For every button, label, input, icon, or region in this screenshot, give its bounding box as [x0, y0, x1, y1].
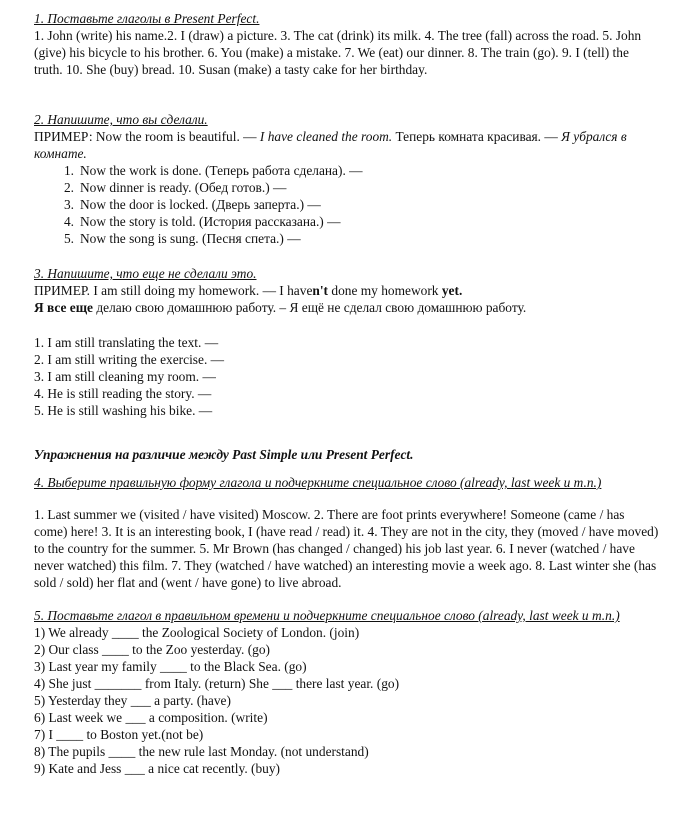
example-bold-nt: n't [312, 283, 329, 298]
list-item [34, 230, 660, 247]
section-1-text: 1. John (write) his name.2. I (draw) a picture. 3. The cat (drink) its milk. 4. The tree (fall) across the road. 5. John (give) his bicycle to his brother. 6. You (make) a mistake. 7. We (eat) our dinner. 8. The train (go). 9. I (tell) the truth. 10. She (buy) bread. 10. Susan (make) a tasty cake for her birthday. [34, 28, 642, 77]
list-item: 8) The pupils ____ the new rule last Monday. (not understand) [34, 744, 369, 759]
list-item [34, 162, 660, 179]
section-3-list [34, 334, 660, 419]
section-3-title: 3. Напишите, что еще не сделали это. [34, 266, 257, 281]
section-2 [34, 111, 660, 247]
section-3-example [34, 282, 660, 299]
list-item: 7) I ____ to Boston yet.(not be) [34, 727, 204, 742]
list-item: 5. He is still washing his bike. — [34, 403, 213, 418]
list-item: 5) Yesterday they ___ a party. (have) [34, 693, 231, 708]
item-number: 1. [63, 163, 74, 178]
item-number: 4. [63, 214, 74, 229]
translation-bold: Я все еще [34, 300, 94, 315]
section-3-example-translation [34, 299, 660, 316]
list-item: 4. He is still reading the story. — [34, 386, 212, 401]
section-2-title: 2. Напишите, что вы сделали. [34, 112, 208, 127]
list-item: 2) Our class ____ to the Zoo yesterday. (go) [34, 642, 271, 657]
list-item [34, 179, 660, 196]
exercises-heading: Упражнения на различие между Past Simple или Present Perfect. [34, 447, 414, 462]
section-3 [34, 265, 660, 419]
section-1-title: 1. Поставьте глаголы в Present Perfect. [34, 11, 260, 26]
section-5 [34, 607, 660, 777]
item-text: Now dinner is ready. (Обед готов.) — [80, 180, 287, 195]
example-mid: done my homework [328, 283, 442, 298]
list-item: 2. I am still writing the exercise. — [34, 352, 225, 367]
item-number: 5. [63, 231, 74, 246]
example-bold-yet: yet. [441, 283, 463, 298]
worksheet [34, 10, 660, 777]
section-2-list [34, 162, 660, 247]
list-item: 6) Last week we ___ a composition. (write) [34, 710, 268, 725]
list-item: 1. I am still translating the text. — [34, 335, 219, 350]
list-item [34, 196, 660, 213]
section-2-example [34, 128, 660, 162]
item-text: Now the door is locked. (Дверь заперта.) — [80, 197, 321, 212]
translation-rest: делаю свою домашнюю работу. – Я ещё не сделал свою домашнюю работу. [93, 300, 527, 315]
example-translation-answer: Я убрался в комнате. [34, 129, 627, 161]
list-item: 3) Last year my family ____ to the Black Sea. (go) [34, 659, 307, 674]
section-5-title: 5. Поставьте глагол в правильном времени и подчеркните специальное слово (already, last week и т.п.) [34, 608, 620, 623]
section-4-text: 1. Last summer we (visited / have visited) Moscow. 2. There are foot prints everywhere! Someone (came / has come) here! 3. It is an interesting book, I (have read / read) it. 4. They are not in the city, they (moved / have moved) to the country for the summer. 5. Mr Brown (has changed / changed) his job last year. 6. I never (watched / have never watched) this film. 7. They (watched / have watched) an interesting movie a week ago. 8. Last winter she (has sold / sold) her flat and (went / have gone) to live abroad. [34, 507, 659, 590]
section-4-title: 4. Выберите правильную форму глагола и подчеркните специальное слово (already, last week и т.п.) [34, 475, 602, 490]
list-item: 4) She just _______ from Italy. (return) She ___ there last year. (go) [34, 676, 400, 691]
list-item: 1) We already ____ the Zoological Society of London. (join) [34, 625, 360, 640]
item-text: Now the story is told. (История рассказана.) — [80, 214, 341, 229]
item-text: Now the work is done. (Теперь работа сделана). — [80, 163, 363, 178]
example-translation: Теперь комната красивая. — [392, 129, 562, 144]
item-number: 2. [63, 180, 74, 195]
list-item: 3. I am still cleaning my room. — [34, 369, 216, 384]
section-1 [34, 10, 660, 78]
example-answer: I have cleaned the room. [259, 129, 393, 144]
section-4 [34, 474, 660, 591]
example-lead: ПРИМЕР. I am still doing my homework. — I have [34, 283, 313, 298]
section-5-list [34, 624, 660, 777]
item-number: 3. [63, 197, 74, 212]
list-item: 9) Kate and Jess ___ a nice cat recently. (buy) [34, 761, 281, 776]
example-lead: ПРИМЕР: Now the room is beautiful. — [34, 129, 260, 144]
list-item [34, 213, 660, 230]
item-text: Now the song is sung. (Песня спета.) — [80, 231, 301, 246]
